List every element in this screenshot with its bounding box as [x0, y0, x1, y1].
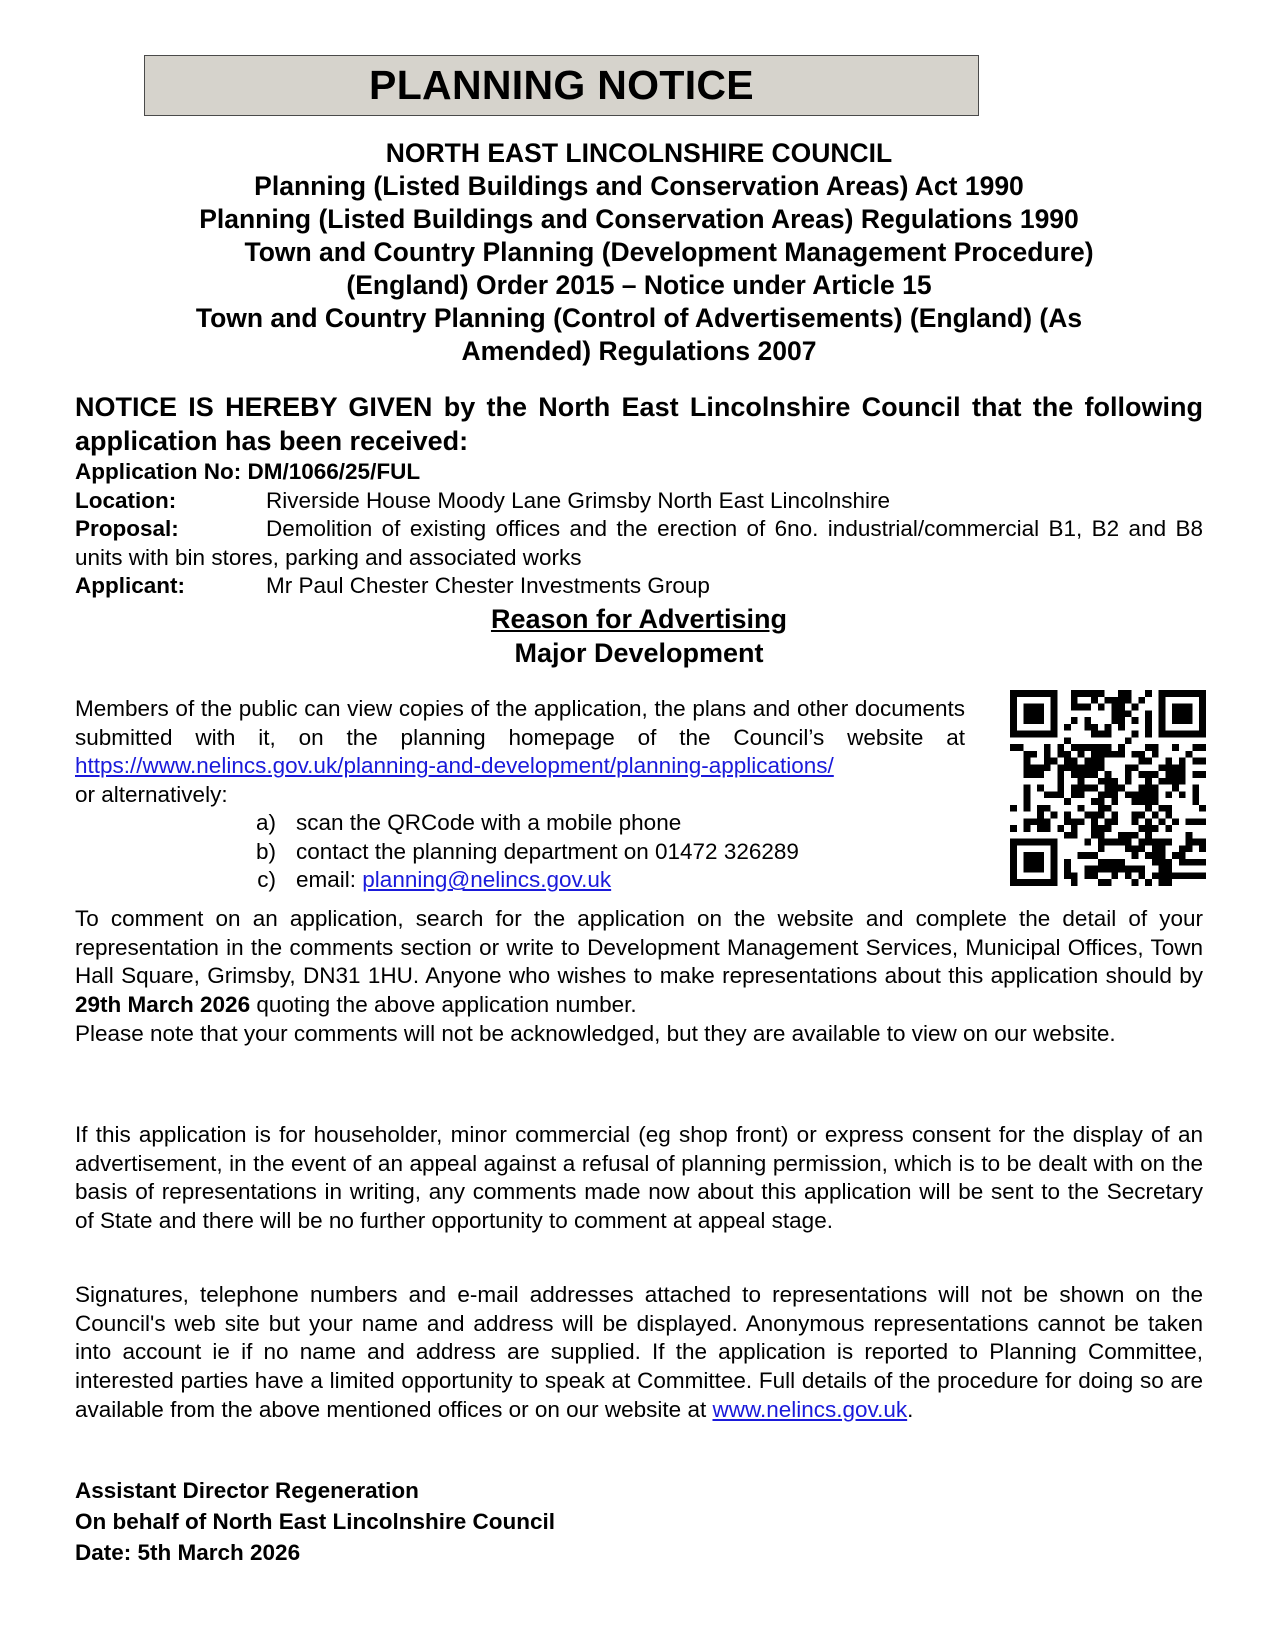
application-number [75, 458, 1203, 487]
list-item [232, 809, 932, 838]
applicant-value: Mr Paul Chester Chester Investments Group [266, 573, 710, 598]
list-item [232, 866, 932, 895]
option-key: b) [255, 838, 276, 864]
email-link[interactable]: planning@nelincs.gov.uk [362, 867, 612, 893]
application-number-label: Application No: [75, 459, 242, 484]
option-text: email: [296, 867, 357, 893]
sign-off-role: Assistant Director Regeneration [75, 1478, 419, 1503]
applicant-label: Applicant: [75, 573, 185, 598]
view-alternative-text: or alternatively: [75, 782, 228, 808]
location-row [75, 487, 1203, 516]
signatures-paragraph [75, 1281, 1203, 1425]
appeal-paragraph: If this application is for householder, minor commercial (eg shop front) or express consent for the display of an advertisement, in the event of an appeal against a refusal of planning permission, which is to be dealt with on the basis of representations in writing, any comments made now about this application will be sent to the Secretary of State and there will be no further opportunity to comment at appeal stage. [75, 1122, 1203, 1234]
option-text: scan the QRCode with a mobile phone [296, 810, 682, 835]
reason-heading: Reason for Advertising [490, 604, 788, 634]
view-paragraph [75, 695, 965, 810]
option-text: contact the planning department on 01472 326289 [296, 838, 799, 864]
comment-deadline: 29th March 2026 [75, 992, 251, 1018]
proposal-value: Demolition of existing offices and the erection of 6no. industrial/commercial B1, B2 and B8 units with bin stores, parking and associated works [75, 516, 1203, 570]
signatures-end: . [907, 1396, 914, 1422]
application-number-value: DM/1066/25/FUL [247, 459, 421, 484]
page-title [144, 55, 979, 116]
planning-applications-link[interactable]: https://www.nelincs.gov.uk/planning-and-development/planning-applications/ [75, 753, 834, 779]
list-item [232, 838, 932, 867]
reason-block [75, 602, 1203, 670]
option-key: c) [257, 867, 276, 893]
comment-paragraph [75, 905, 1203, 1049]
notice-statement: NOTICE IS HEREBY GIVEN by the North East Lincolnshire Council that the following application has been received: [75, 392, 1203, 456]
act-line: Town and Country Planning (Control of Advertisements) (England) (As [195, 303, 1083, 333]
proposal-row [75, 515, 1203, 572]
act-line: Planning (Listed Buildings and Conservation Areas) Act 1990 [254, 171, 1024, 201]
website-link[interactable]: www.nelincs.gov.uk [712, 1396, 908, 1422]
reason-value: Major Development [514, 638, 764, 668]
contact-options [232, 809, 932, 895]
option-key: a) [255, 810, 276, 835]
council-name: NORTH EAST LINCOLNSHIRE COUNCIL [385, 138, 893, 168]
view-text: Members of the public can view copies of the application, the plans and other documents submitted with it, on the planning homepage of the Council’s website at [75, 696, 965, 750]
comment-text: To comment on an application, search for the application on the website and complete the detail of your representation in the comments section or write to Development Management Services, Municipal Offices, Town Hall Square, Grimsby, DN31 1HU. Anyone who wishes to make representations about this application should by [75, 906, 1203, 989]
sign-off-date: Date: 5th March 2026 [75, 1540, 301, 1565]
sign-off-behalf: On behalf of North East Lincolnshire Council [75, 1509, 556, 1534]
qr-code-icon[interactable] [1010, 690, 1206, 886]
applicant-row [75, 572, 1203, 601]
act-line: (England) Order 2015 – Notice under Article 15 [346, 270, 932, 300]
application-details [75, 458, 1203, 601]
act-line: Town and Country Planning (Development Management Procedure) [244, 237, 1094, 267]
comment-text-end: quoting the above application number. [256, 992, 637, 1018]
location-value: Riverside House Moody Lane Grimsby North East Lincolnshire [266, 487, 891, 513]
signatures-text: Signatures, telephone numbers and e-mail addresses attached to representations will not be shown on the Council's web site but your name and address will be displayed. Anonymous representations cannot be taken into account ie if no name and address are supplied. If the application is reported to Planning Committee, interested parties have a limited opportunity to speak at Committee. Full details of the procedure for doing so are available from the above mentioned offices or on our website at [75, 1282, 1203, 1422]
act-line: Amended) Regulations 2007 [461, 336, 817, 366]
location-label: Location: [75, 487, 177, 513]
proposal-label: Proposal: [75, 516, 179, 541]
comment-note: Please note that your comments will not be acknowledged, but they are available to view on our website. [75, 1020, 1116, 1046]
sign-off [75, 1475, 1203, 1568]
page-title-text: PLANNING NOTICE [369, 62, 754, 108]
act-line: Planning (Listed Buildings and Conservation Areas) Regulations 1990 [199, 204, 1079, 234]
legislation-block [75, 137, 1203, 368]
